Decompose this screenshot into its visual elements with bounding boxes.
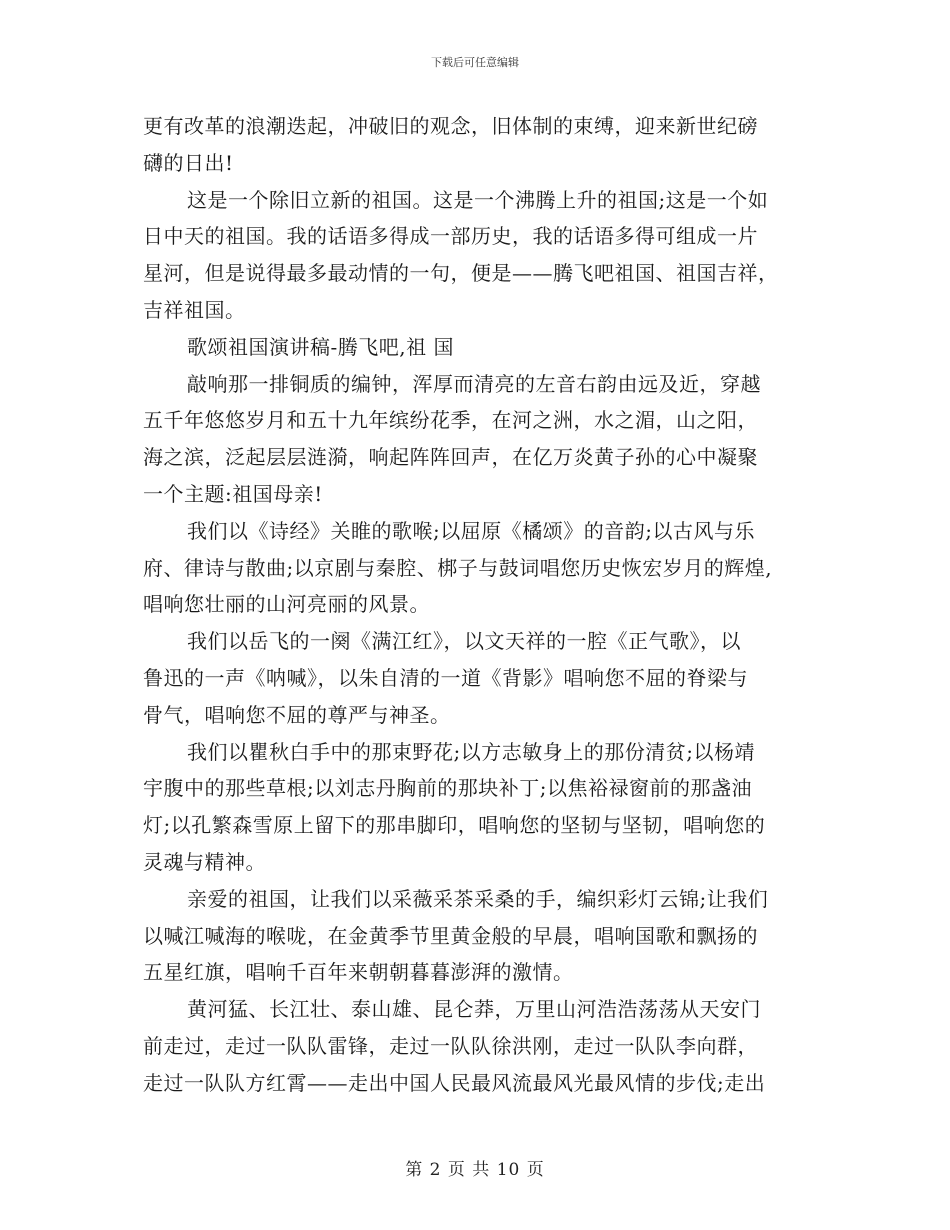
text-line: 敲响那一排铜质的编钟，浑厚而清亮的左音右韵由远及近，穿越 (187, 371, 761, 396)
text-line: 五千年悠悠岁月和五十九年缤纷花季，在河之洲，水之湄，山之阳， (143, 408, 758, 433)
body-text (143, 108, 813, 1102)
text-line: 我们以《诗经》关睢的歌喉;以屈原《橘颂》的音韵;以古风与乐 (187, 518, 755, 543)
text-line: 我们以岳飞的一阕《满江红》，以文天祥的一腔《正气歌》，以 (187, 629, 741, 654)
text-line: 以喊江喊海的喉咙，在金黄季节里黄金般的早晨，唱响国歌和飘扬的 (143, 923, 758, 948)
text-line: 我们以瞿秋白手中的那束野花;以方志敏身上的那份清贫;以杨靖 (187, 739, 755, 764)
text-line: 前走过，走过一队队雷锋，走过一队队徐洪刚，走过一队队李向群， (143, 1033, 758, 1058)
text-line: 星河，但是说得最多最动情的一句，便是——腾飞吧祖国、祖国吉祥， (143, 261, 779, 286)
text-line: 礴的日出! (143, 150, 234, 175)
text-line: 鲁迅的一声《呐喊》，以朱自清的一道《背影》唱响您不屈的脊梁与 (143, 665, 748, 690)
page-header: 下载后可任意编辑 (431, 56, 519, 69)
text-line: 海之滨，泛起层层涟漪，响起阵阵回声，在亿万炎黄子孙的心中凝聚 (143, 445, 758, 470)
text-line: 骨气，唱响您不屈的尊严与神圣。 (143, 702, 451, 727)
text-line: 五星红旗，唱响千百年来朝朝暮暮澎湃的激情。 (143, 960, 574, 985)
text-line: 灯;以孔繁森雪原上留下的那串脚印，唱响您的坚韧与坚韧，唱响您的 (143, 813, 766, 838)
text-line: 走过一队队方红霄——走出中国人民最风流最风光最风情的步伐;走出 (143, 1070, 766, 1095)
text-line: 府、律诗与散曲;以京剧与秦腔、梆子与鼓词唱您历史恢宏岁月的辉煌, (143, 555, 773, 580)
page-footer: 第 2 页 共 10 页 (405, 1160, 545, 1180)
text-line: 日中天的祖国。我的话语多得成一部历史，我的话语多得可组成一片 (143, 224, 758, 249)
text-line: 灵魂与精神。 (143, 849, 266, 874)
text-line: 这是一个除旧立新的祖国。这是一个沸腾上升的祖国;这是一个如 (187, 187, 769, 212)
text-line: 吉祥祖国。 (143, 297, 246, 322)
text-line: 一个主题:祖国母亲! (143, 481, 323, 506)
text-line: 更有改革的浪潮迭起，冲破旧的观念，旧体制的束缚，迎来新世纪磅 (143, 114, 758, 138)
text-line: 宇腹中的那些草根;以刘志丹胸前的那块补丁;以焦裕禄窗前的那盏油 (143, 776, 752, 801)
text-line: 黄河猛、长江壮、泰山雄、昆仑莽，万里山河浩浩荡荡从天安门 (187, 997, 761, 1022)
text-line: 唱响您壮丽的山河亮丽的风景。 (143, 592, 430, 617)
text-line: 亲爱的祖国，让我们以采薇采茶采桑的手，编织彩灯云锦;让我们 (187, 886, 769, 911)
text-line: 歌颂祖国演讲稿-腾飞吧,祖 国 (187, 334, 454, 359)
